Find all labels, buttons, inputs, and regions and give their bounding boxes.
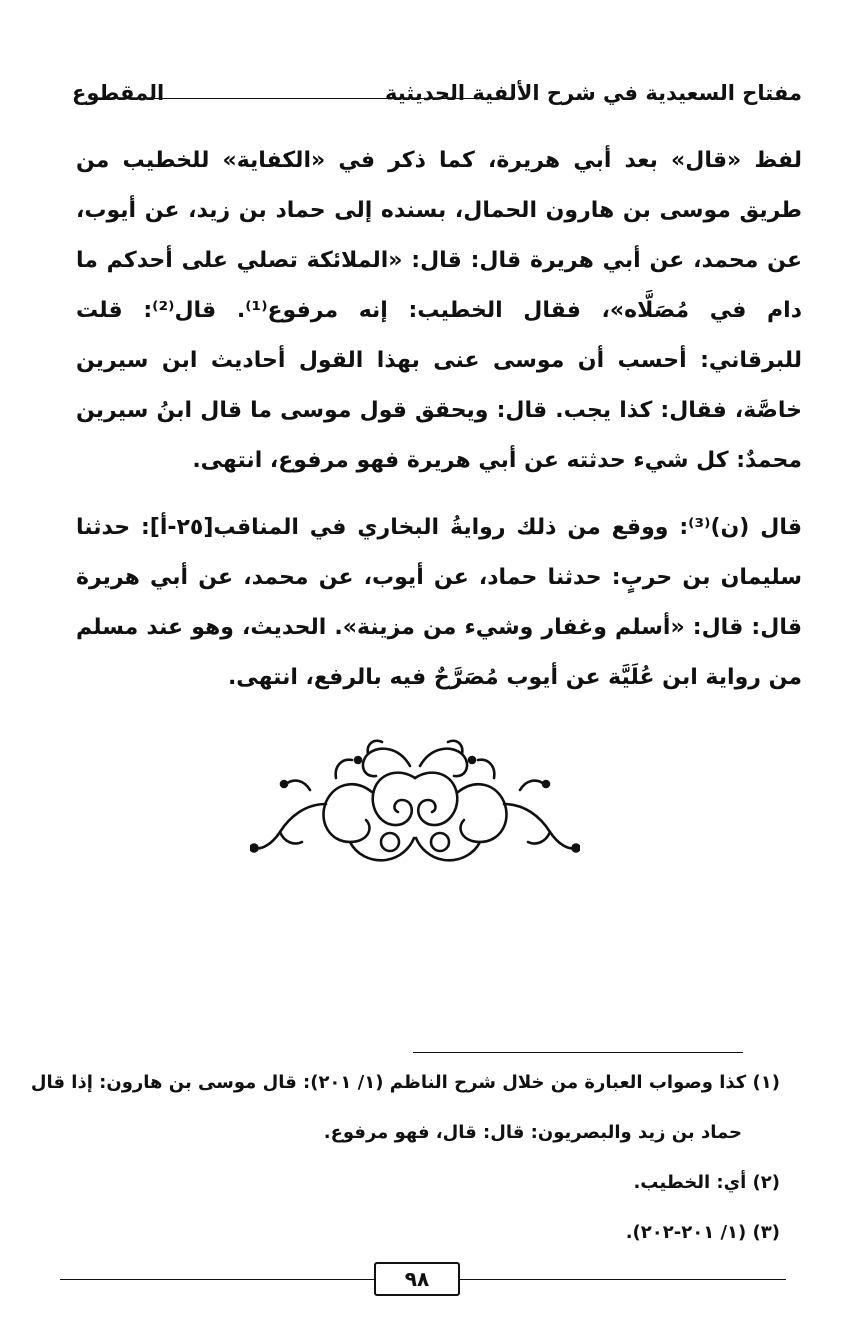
ornament-left-half xyxy=(251,741,416,861)
footnote-1: (١) كذا وصواب العبارة من خلال شرح الناظم (١/ ٢٠١): قال موسى بن هارون: إذا قال xyxy=(30,1072,780,1093)
footnote-rule xyxy=(413,1052,743,1053)
paragraph: لفظ «قال» بعد أبي هريرة، كما ذكر في «الكفاية» للخطيب من طريق موسى بن هارون الحمال، بسنده إلى حماد بن زيد، عن أيوب، عن محمد، عن أبي هريرة قال: قال: «الملائكة تصلي على أحدكم ما دام في مُصَلَّاه»، فقال الخطيب: إنه مرفوع⁽¹⁾. قال⁽²⁾: قلت للبرقاني: أحسب أن موسى عنى بهذا القول أحاديث ابن سيرين خاصَّة، فقال: كذا يجب. قال: ويحقق قول موسى ما قال ابنُ سيرين محمدٌ: كل شيء حدثته عن أبي هريرة فهو مرفوع، انتهى. xyxy=(76,148,802,473)
page-number xyxy=(374,1262,460,1296)
book-title: مفتاح السعيدية في شرح الألفية الحديثية xyxy=(385,81,802,105)
footnote-2: (٢) أي: الخطيب. xyxy=(633,1172,780,1193)
running-header xyxy=(72,82,802,118)
footnote-3: (٣) (١/ ٢٠١-٢٠٢). xyxy=(625,1222,780,1243)
header-rule xyxy=(152,98,502,99)
ornament-right-half xyxy=(415,741,580,861)
main-text xyxy=(76,136,802,703)
page-number-text: ٩٨ xyxy=(404,1267,430,1291)
decorative-ornament xyxy=(250,738,580,878)
paragraph: قال (ن)⁽³⁾: ووقع من ذلك روايةُ البخاري في المناقب[٢٥-أ]: حدثنا سليمان بن حربٍ: حدثنا حماد، عن أيوب، عن محمد، عن أبي هريرة قال: قال: «أسلم وغفار وشيء من مزينة». الحديث، وهو عند مسلم من رواية ابن عُلَيَّة عن أيوب مُصَرَّحٌ فيه بالرفع، انتهى. xyxy=(76,515,803,690)
footnotes xyxy=(30,1058,780,1258)
section-title: المقطوع xyxy=(72,81,165,105)
footnote-1-continued: حماد بن زيد والبصريون: قال: قال، فهو مرفوع. xyxy=(323,1122,742,1143)
